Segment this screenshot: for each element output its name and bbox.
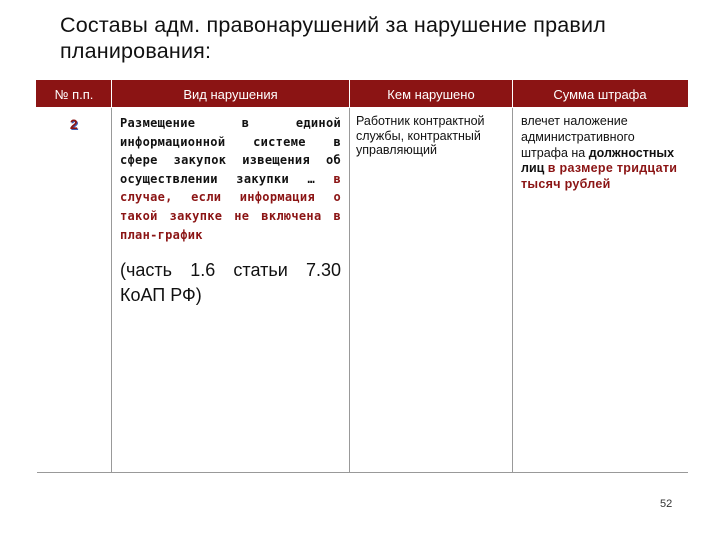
table-header-row [37, 81, 688, 108]
violations-table [36, 80, 688, 473]
header-violation-type: Вид нарушения [112, 81, 350, 108]
violator-text: Работник контрактной службы, контрактный управляющий [356, 114, 485, 157]
cell-number [37, 108, 112, 473]
table-row [37, 108, 688, 473]
header-violator: Кем нарушено [350, 81, 513, 108]
violation-main-text: Размещение в единой информационной системе в сфере закупок извещения об осуществлении закупки … [120, 116, 341, 186]
header-penalty: Сумма штрафа [513, 81, 688, 108]
page-number: 52 [660, 498, 673, 510]
penalty-subject-text: должностных лиц [521, 145, 675, 176]
violation-highlight-text: в случае, если информация о такой закупке не включена в план-график [120, 171, 341, 242]
cell-violator [350, 108, 513, 473]
slide-title: Составы адм. правонарушений за нарушение правил планирования: [60, 13, 606, 63]
cell-violation-type [112, 108, 350, 473]
row-number: 2 [69, 116, 78, 132]
cell-penalty [513, 108, 688, 473]
violation-description [120, 114, 341, 244]
penalty-prefix-text: влечет наложение административного штрафа на [521, 114, 635, 160]
law-reference: (часть 1.6 статьи 7.30 КоАП РФ) [120, 260, 341, 306]
header-number: № п.п. [37, 81, 112, 108]
penalty-amount-text: в размере тридцати тысяч рублей [521, 161, 678, 192]
